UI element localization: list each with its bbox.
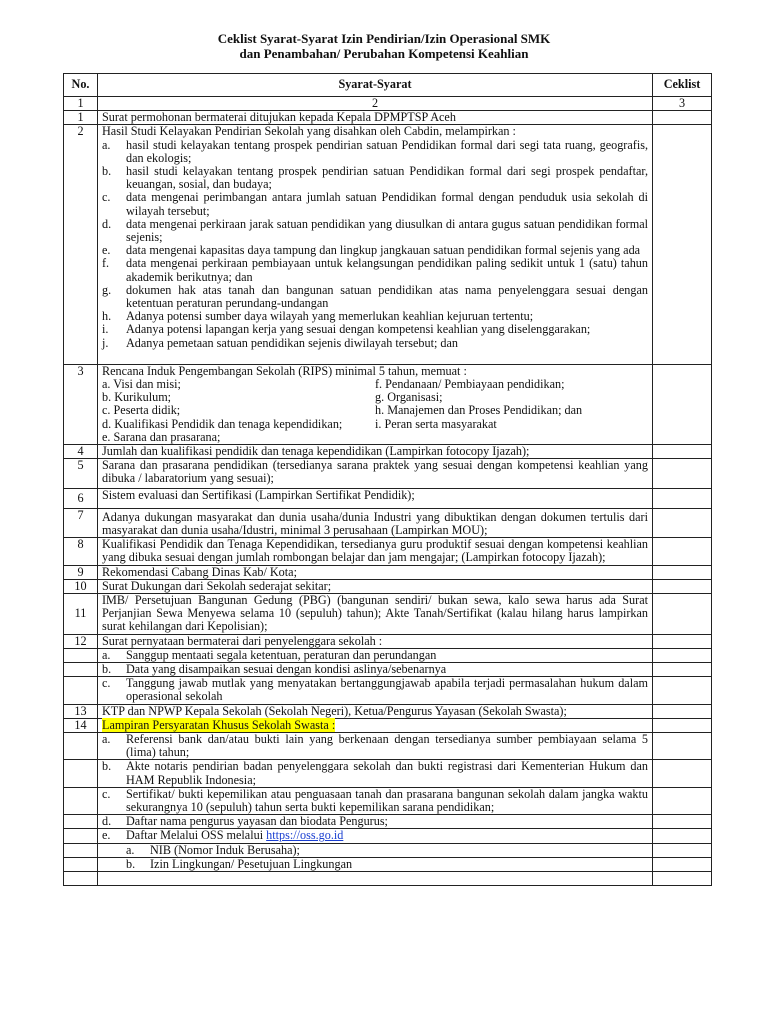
empty-row xyxy=(64,871,712,885)
table-row xyxy=(64,111,712,125)
table-subrow xyxy=(64,662,712,676)
row-number: 7 xyxy=(64,508,98,537)
ceklist-cell[interactable] xyxy=(653,538,712,565)
list-item: c. Sertifikat/ bukti kepemilikan atau penguasaan tanah dan prasarana bangunan sekolah dalam jangka waktu sekurangnya 10 (sepuluh) tahun serta bukti kepemilikan sarana pendidikan; xyxy=(102,786,648,814)
row-number: 10 xyxy=(64,579,98,593)
table-row xyxy=(64,579,712,593)
ceklist-cell[interactable] xyxy=(653,815,712,829)
row-text: Surat permohonan bermaterai ditujukan kepada Kepala DPMPTSP Aceh xyxy=(98,111,653,125)
row-text: Surat Dukungan dari Sekolah sederajat sekitar; xyxy=(98,579,653,593)
oss-link[interactable]: https://oss.go.id xyxy=(266,828,344,843)
row-number: 8 xyxy=(64,538,98,565)
ceklist-cell[interactable] xyxy=(653,508,712,537)
table-row xyxy=(64,634,712,648)
row-text: Jumlah dan kualifikasi pendidik dan tenaga kependidikan (Lampirkan fotocopy Ijazah); xyxy=(98,445,653,459)
list-item: c. Tanggung jawab mutlak yang menyatakan bertanggungjawab apabila terjadi permasalahan hukum dalam operasional sekolah xyxy=(102,676,648,704)
ceklist-cell[interactable] xyxy=(653,677,712,704)
rips-item: f. Pendanaan/ Pembiayaan pendidikan; xyxy=(375,377,565,392)
document-title-line2: dan Penambahan/ Perubahan Kompetensi Keahlian xyxy=(239,46,529,61)
row-number: 5 xyxy=(64,459,98,488)
row-number: 9 xyxy=(64,565,98,579)
ceklist-cell[interactable] xyxy=(653,579,712,593)
table-row xyxy=(64,538,712,565)
rips-item: h. Manajemen dan Proses Pendidikan; dan xyxy=(375,403,583,418)
ceklist-cell[interactable] xyxy=(653,718,712,732)
ceklist-cell[interactable] xyxy=(653,843,712,857)
rips-item: a. Visi dan misi; xyxy=(102,377,181,392)
table-subrow xyxy=(64,677,712,704)
table-row xyxy=(64,445,712,459)
list-item: j. Adanya pemetaan satuan pendidikan sejenis diwilayah tersebut; dan xyxy=(102,335,459,350)
list-item: a. hasil studi kelayakan tentang prospek pendirian satuan Pendidikan formal dari segi tata ruang, geografis, dan ekologis; xyxy=(102,137,648,165)
checklist-table xyxy=(63,73,712,886)
table-row xyxy=(64,704,712,718)
ceklist-cell[interactable] xyxy=(653,634,712,648)
table-subrow xyxy=(64,815,712,829)
ceklist-cell[interactable] xyxy=(653,565,712,579)
table-subrow xyxy=(64,732,712,759)
row-number: 14 xyxy=(64,718,98,732)
sub-list-item: a. NIB (Nomor Induk Berusaha); xyxy=(126,842,300,857)
ceklist-cell[interactable] xyxy=(653,732,712,759)
row-number: 6 xyxy=(64,488,98,508)
ceklist-cell[interactable] xyxy=(653,871,712,885)
list-item: g. dokumen hak atas tanah dan bangunan satuan pendidikan atas nama penyelenggara sesuai dengan ketentuan peraturan perundang-undangan xyxy=(102,282,648,311)
col-num-1: 1 xyxy=(64,97,98,111)
rips-item: i. Peran serta masyarakat xyxy=(375,416,497,431)
table-row xyxy=(64,459,712,488)
row-text: KTP dan NPWP Kepala Sekolah (Sekolah Negeri), Ketua/Pengurus Yayasan (Sekolah Swasta); xyxy=(98,704,653,718)
table-subrow xyxy=(64,829,712,843)
list-item: i. Adanya potensi lapangan kerja yang sesuai dengan kompetensi keahlian yang diselenggarakan; xyxy=(102,322,591,337)
row-number: 4 xyxy=(64,445,98,459)
row-number: 12 xyxy=(64,634,98,648)
row-text: Adanya dukungan masyarakat dan dunia usaha/dunia Industri yang dibuktikan dengan dokumen tertulis dari masyarakat dan dunia usaha/Idustri, minimal 3 perusahaan (Lampirkan MOU); xyxy=(98,508,653,537)
ceklist-cell[interactable] xyxy=(653,704,712,718)
ceklist-cell[interactable] xyxy=(653,445,712,459)
list-item: d. Daftar nama pengurus yayasan dan biodata Pengurus; xyxy=(102,814,388,829)
table-subrow xyxy=(64,648,712,662)
ceklist-cell[interactable] xyxy=(653,857,712,871)
row-text: Rencana Induk Pengembangan Sekolah (RIPS) minimal 5 tahun, memuat : xyxy=(102,363,467,378)
row-text: Rekomendasi Cabang Dinas Kab/ Kota; xyxy=(98,565,653,579)
rips-item: c. Peserta didik; xyxy=(102,403,181,418)
row-text: Surat pernyataan bermaterai dari penyelenggara sekolah : xyxy=(98,634,653,648)
row-number: 2 xyxy=(64,125,98,364)
row-text: Kualifikasi Pendidik dan Tenaga Kependidikan, tersedianya guru produktif sesuai dengan kompetensi keahlian yang dibuka sesuai dengan jumlah rombongan belajar dan jam mengajar; (Lampirkan fotocopy Ijazah); xyxy=(98,538,653,565)
list-item: h. Adanya potensi sumber daya wilayah yang memerlukan keahlian kejuruan tertentu; xyxy=(102,309,534,324)
table-subrow xyxy=(64,857,712,871)
ceklist-cell[interactable] xyxy=(653,459,712,488)
row-number: 1 xyxy=(64,111,98,125)
list-item: e. Daftar Melalui OSS melalui https://oss.go.id xyxy=(102,828,344,843)
ceklist-cell[interactable] xyxy=(653,488,712,508)
rips-item: e. Sarana dan prasarana; xyxy=(102,429,221,444)
col-num-2: 2 xyxy=(98,97,653,111)
table-subrow xyxy=(64,760,712,787)
row-number: 11 xyxy=(64,593,98,634)
ceklist-cell[interactable] xyxy=(653,125,712,364)
list-item: b. hasil studi kelayakan tentang prospek pendirian satuan Pendidikan formal dari segi prospek pendaftar, keuangan, sosial, dan budaya; xyxy=(102,164,648,192)
header-ceklist: Ceklist xyxy=(653,74,712,97)
ceklist-cell[interactable] xyxy=(653,648,712,662)
list-item: c. data mengenai perimbangan antara jumlah satuan Pendidikan formal dengan penduduk usia sekolah di wilayah tersebut; xyxy=(102,190,648,218)
list-item: b. Akte notaris pendirian badan penyelenggara sekolah dan bukti registrasi dari Kementerian Hukum dan HAM Republik Indonesia; xyxy=(102,759,648,787)
row-text: Sistem evaluasi dan Sertifikasi (Lampirkan Sertifikat Pendidik); xyxy=(98,488,653,508)
ceklist-cell[interactable] xyxy=(653,787,712,814)
ceklist-cell[interactable] xyxy=(653,760,712,787)
list-item: b. Data yang disampaikan sesuai dengan kondisi aslinya/sebenarnya xyxy=(102,661,447,676)
sub-list-item: b. Izin Lingkungan/ Pesetujuan Lingkungan xyxy=(126,856,353,871)
rips-items xyxy=(102,378,648,444)
column-number-row xyxy=(64,97,712,111)
rips-item: g. Organisasi; xyxy=(375,390,443,405)
row-number: 13 xyxy=(64,704,98,718)
ceklist-cell[interactable] xyxy=(653,829,712,843)
row-text: Hasil Studi Kelayakan Pendirian Sekolah yang disahkan oleh Cabdin, melampirkan : xyxy=(102,124,516,139)
table-row xyxy=(64,718,712,732)
row-text: Sarana dan prasarana pendidikan (tersedianya sarana praktek yang sesuai dengan kompetensi keahlian yang dibuka / labaratorium yang sesuai); xyxy=(98,459,653,488)
table-subrow xyxy=(64,843,712,857)
rips-item xyxy=(375,431,648,444)
col-num-3: 3 xyxy=(653,97,712,111)
table-row xyxy=(64,565,712,579)
table-row xyxy=(64,364,712,444)
list-item: a. Sanggup mentaati segala ketentuan, peraturan dan perundangan xyxy=(102,647,437,662)
row-content xyxy=(98,364,653,444)
ceklist-cell[interactable] xyxy=(653,111,712,125)
document-title-line1: Ceklist Syarat-Syarat Izin Pendirian/Izin Operasional SMK xyxy=(217,31,551,46)
table-row xyxy=(64,125,712,364)
row-number: 3 xyxy=(64,364,98,444)
ceklist-cell[interactable] xyxy=(653,593,712,634)
row-text xyxy=(98,718,653,732)
row-content xyxy=(98,125,653,364)
row-text: IMB/ Persetujuan Bangunan Gedung (PBG) (bangunan sendiri/ bukan sewa, kalo sewa harus ada Surat Perjanjian Sewa Menyewa selama 10 (sepuluh) tahun); Akte Tanah/Sertifikat (kalau hilang harus lampirkan surat kehilangan dari Kepolisian); xyxy=(98,593,653,634)
ceklist-cell[interactable] xyxy=(653,662,712,676)
table-row xyxy=(64,593,712,634)
list-item: a. Referensi bank dan/atau bukti lain yang berkenaan dengan tersedianya sumber pembiayaan selama 5 (lima) tahun; xyxy=(102,731,648,760)
list-item: d. data mengenai perkiraan jarak satuan pendidikan yang diusulkan di antara gugus satuan pendidikan formal sejenis; xyxy=(102,216,648,245)
list-item: f. data mengenai perkiraan pembiayaan untuk kelangsungan pendidikan paling sedikit untuk 1 (satu) tahun akademik berikutnya; dan xyxy=(102,256,648,284)
rips-item: b. Kurikulum; xyxy=(102,390,172,405)
highlighted-heading: Lampiran Persyaratan Khusus Sekolah Swasta : xyxy=(102,717,336,732)
list-item: e. data mengenai kapasitas daya tampung dan lingkup jangkauan satuan pendidikan formal sejenis yang ada xyxy=(102,243,641,258)
table-row xyxy=(64,488,712,508)
table-header-row xyxy=(64,74,712,97)
ceklist-cell[interactable] xyxy=(653,364,712,444)
table-row xyxy=(64,508,712,537)
header-no: No. xyxy=(64,74,98,97)
table-subrow xyxy=(64,787,712,814)
header-syarat: Syarat-Syarat xyxy=(98,74,653,97)
rips-item: d. Kualifikasi Pendidik dan tenaga kependidikan; xyxy=(102,416,343,431)
